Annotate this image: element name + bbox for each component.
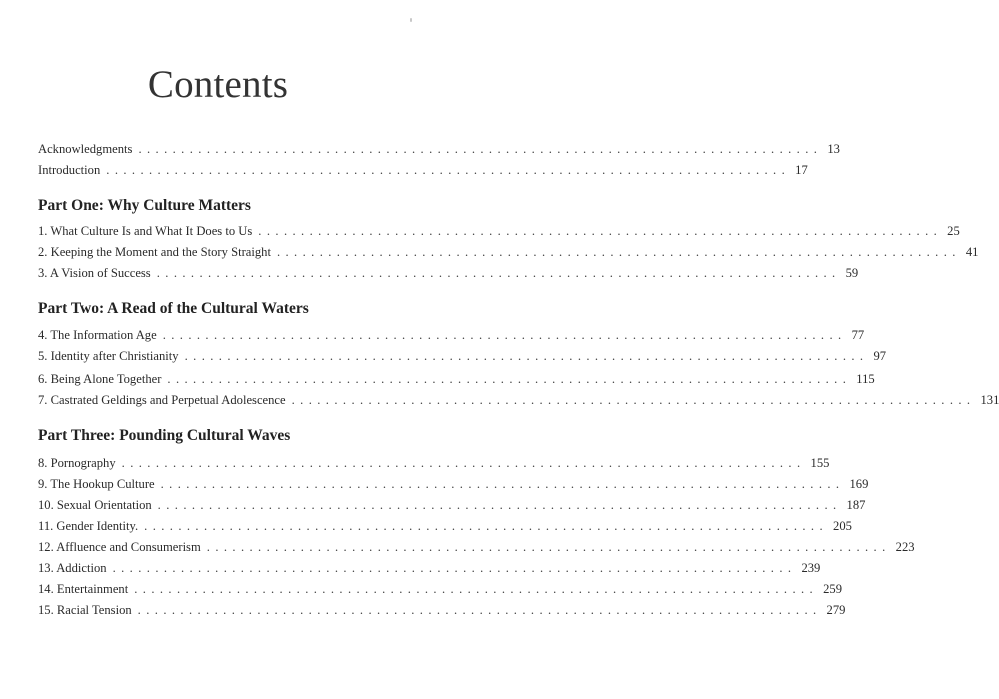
toc-entry-page: 59 (845, 266, 859, 280)
dot-leader: ................................................................................ (276, 245, 961, 259)
dot-leader: ................................................................................ (258, 224, 943, 238)
dot-leader: ................................................................................ (160, 477, 845, 491)
toc-entry-chapter-10[interactable] (38, 497, 866, 514)
toc-entry-label: 12. Affluence and Consumerism (38, 540, 201, 554)
toc-entry-page: 131 (980, 393, 999, 407)
toc-entry-page: 239 (801, 561, 821, 575)
toc-entry-page: 97 (873, 349, 887, 363)
toc-entry-label: 9. The Hookup Culture (38, 477, 155, 491)
toc-entry-label: 7. Castrated Geldings and Perpetual Adolescence (38, 393, 286, 407)
toc-entry-label: 5. Identity after Christianity (38, 349, 179, 363)
toc-entry-page: 41 (965, 245, 979, 259)
dot-leader: ................................................................................ (157, 498, 842, 512)
dot-leader: ................................................................................ (138, 142, 823, 156)
toc-entry-page: 25 (947, 224, 960, 238)
toc-entry-label: 2. Keeping the Moment and the Story Straight (38, 245, 271, 259)
toc-entry-chapter-8[interactable] (38, 455, 830, 472)
toc-entry-page: 77 (851, 328, 865, 342)
dot-leader: ................................................................................ (121, 456, 806, 470)
toc-entry-page: 17 (795, 163, 808, 177)
page-title: Contents (147, 63, 289, 106)
dot-leader: ................................................................................ (144, 519, 829, 533)
toc-entry-label: 14. Entertainment (38, 582, 129, 596)
toc-entry-page: 187 (846, 498, 866, 512)
dot-leader: ................................................................................ (184, 349, 869, 363)
toc-entry-label: 15. Racial Tension (38, 603, 132, 617)
toc-entry-chapter-6[interactable] (38, 371, 875, 388)
toc-entry-page: 13 (827, 142, 840, 156)
toc-entry-chapter-15[interactable] (38, 602, 846, 619)
toc-entry-page: 279 (826, 603, 846, 617)
dot-leader: ................................................................................ (137, 603, 822, 617)
toc-entry-label: 1. What Culture Is and What It Does to Us (38, 224, 253, 238)
toc-entry-label: 10. Sexual Orientation (38, 498, 152, 512)
toc-entry-chapter-9[interactable] (38, 476, 869, 493)
toc-entry-page: 155 (810, 456, 830, 470)
toc-entry-label: 4. The Information Age (38, 328, 157, 342)
toc-entry-label: 6. Being Alone Together (38, 372, 162, 386)
toc-entry-label: 11. Gender Identity. (38, 519, 139, 533)
toc-entry-label: Acknowledgments (38, 142, 133, 156)
toc-entry-chapter-1[interactable] (38, 223, 960, 240)
toc-entry-chapter-12[interactable] (38, 539, 915, 556)
toc-entry-label: 3. A Vision of Success (38, 266, 151, 280)
part-heading-three[interactable]: Part Three: Pounding Cultural Waves (38, 427, 291, 444)
toc-entry-label: Introduction (38, 163, 101, 177)
dot-leader: ................................................................................ (134, 582, 819, 596)
toc-entry-page: 115 (856, 372, 875, 386)
dot-leader: ................................................................................ (162, 328, 847, 342)
toc-entry-label: 8. Pornography (38, 456, 116, 470)
page-mark (410, 18, 412, 22)
dot-leader: ................................................................................ (167, 372, 852, 386)
toc-entry-page: 169 (849, 477, 869, 491)
toc-entry-acknowledgments[interactable] (38, 141, 840, 158)
toc-entry-chapter-13[interactable] (38, 560, 821, 577)
toc-entry-chapter-2[interactable] (38, 244, 979, 261)
dot-leader: ................................................................................ (206, 540, 891, 554)
toc-entry-chapter-5[interactable] (38, 348, 887, 365)
toc-entry-chapter-4[interactable] (38, 327, 865, 344)
toc-entry-label: 13. Addiction (38, 561, 107, 575)
dot-leader: ................................................................................ (106, 163, 791, 177)
dot-leader: ................................................................................ (112, 561, 797, 575)
dot-leader: ................................................................................ (291, 393, 976, 407)
toc-entry-chapter-11[interactable] (38, 518, 852, 535)
part-heading-two[interactable]: Part Two: A Read of the Cultural Waters (38, 300, 309, 317)
toc-entry-chapter-3[interactable] (38, 265, 859, 282)
toc-entry-page: 223 (895, 540, 915, 554)
toc-entry-chapter-7[interactable] (38, 392, 999, 409)
dot-leader: ................................................................................ (156, 266, 841, 280)
toc-entry-chapter-14[interactable] (38, 581, 842, 598)
toc-entry-introduction[interactable] (38, 162, 808, 179)
part-heading-one[interactable]: Part One: Why Culture Matters (38, 197, 251, 214)
toc-entry-page: 205 (833, 519, 852, 533)
toc-entry-page: 259 (823, 582, 842, 596)
